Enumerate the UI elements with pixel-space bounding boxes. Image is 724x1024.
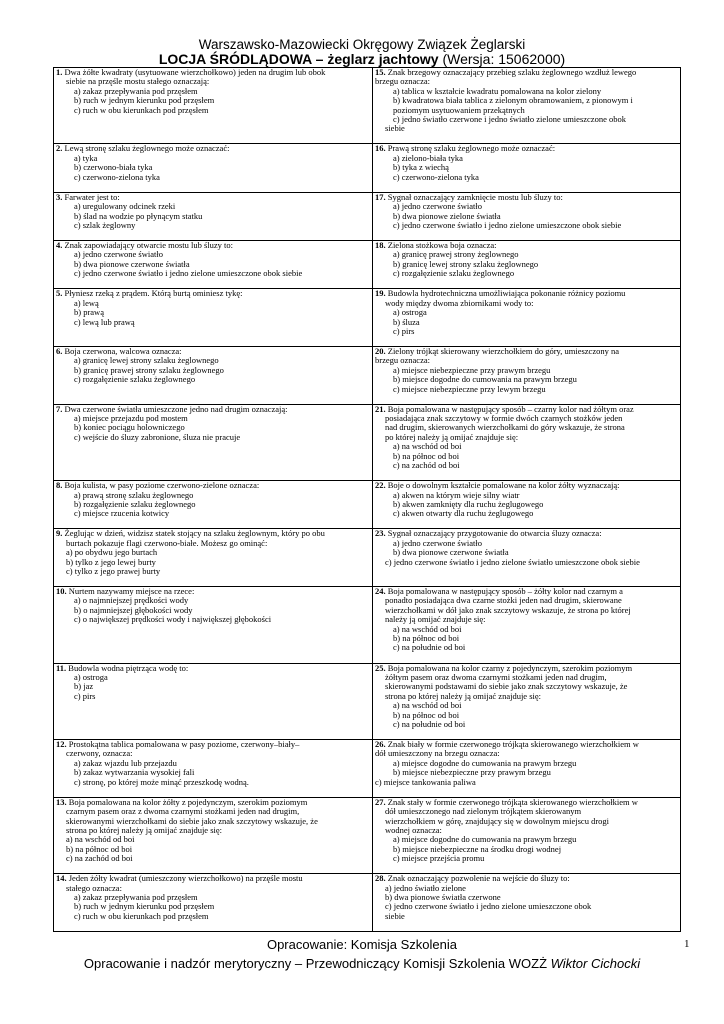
question-line: Boja pomalowana na kolor żółty z pojedynczym, szerokim poziomym [68, 797, 308, 807]
question-line: ponadto posiadająca dwa czarne stożki jeden nad drugim, skierowane [385, 595, 622, 606]
question-cell [373, 144, 681, 192]
answer-option: b) ruch w jednym kierunku pod przęsłem [74, 901, 215, 912]
question-number: 24. [375, 586, 386, 597]
question-cell [373, 346, 681, 404]
question-line: Prawą stronę szlaku żeglownego może oznaczać: [387, 143, 556, 154]
question-number: 28. [375, 873, 386, 884]
answer-option: a) miejsce przejazdu pod mostem [74, 413, 188, 424]
question-line: dół umieszczony na brzegu oznacza: [375, 748, 500, 759]
question-line: c) na zachód od boi [66, 853, 133, 864]
question-cell [373, 587, 681, 663]
answer-option: c) czerwono-zielona tyka [393, 171, 479, 182]
question-number: 26. [375, 739, 386, 750]
question-line: Boja czerwona, walcowa oznacza: [64, 346, 182, 356]
answer-option: b) zakaz wytwarzania wysokiej fali [74, 767, 195, 778]
question-line: Dwa żółte kwadraty (usytuowane wierzchołkowo) jeden na drugim lub obok [64, 67, 326, 77]
question-line: Boja pomalowana na kolor czarny z pojedynczym, szerokim poziomym [387, 663, 633, 673]
answer-option: a) zakaz przepływania pod przęsłem [74, 891, 198, 902]
question-line: żółtym pasem oraz dwoma czarnymi stożkami jeden nad drugim, [385, 671, 607, 682]
answer-option: c) rozgałęzienie szlaku żeglownego [74, 374, 196, 385]
question-cell [54, 346, 373, 404]
question-number: 23. [375, 528, 386, 539]
question-line: skierowanymi wierzchołkami do siebie jako znak szczytowy wskazuje, że [66, 815, 318, 826]
question-cell [54, 663, 373, 739]
table-row [54, 529, 681, 587]
question-line: wody między dwoma zbiornikami wody to: [385, 297, 534, 308]
question-line: Boja pomalowana w następujący sposób – żółty kolor nad czarnym a [387, 586, 623, 597]
question-line: a) na wschód od boi [66, 834, 135, 845]
question-line: Znak oznaczający pozwolenie na wejście do śluzy to: [387, 873, 570, 884]
footer-author-name: Wiktor Cichocki [550, 956, 641, 971]
question-cell [373, 192, 681, 240]
table-row [54, 346, 681, 404]
footer-supervision-text: Opracowanie i nadzór merytoryczny – Przewodniczący Komisji Szkolenia WOZŻ [83, 956, 551, 971]
question-number: 8. [56, 480, 63, 491]
question-number: 20. [375, 346, 386, 356]
question-text [56, 144, 370, 153]
answer-option: b) miejsce niebezpieczne na środku drogi wodnej [393, 843, 562, 854]
question-line: Płyniesz rzeką z prądem. Którą burtą ominiesz tykę: [64, 288, 243, 299]
table-row [54, 404, 681, 480]
question-number: 2. [56, 143, 63, 154]
question-line: b) na północ od boi [66, 843, 133, 854]
answer-option: b) prawą [74, 307, 104, 318]
question-line: siebie [385, 910, 405, 921]
answer-option: a) ostroga [393, 307, 427, 318]
question-line: posiadająca znak szczytowy w formie dwóch czarnych stożków jeden [385, 413, 623, 424]
question-line: Nurtem nazywamy miejsce na rzece: [68, 586, 195, 597]
question-cell [54, 404, 373, 480]
answer-option: c) na zachód od boi [393, 460, 460, 471]
question-line: dół umieszczonego nad zielonym trójkątem skierowanym [385, 806, 582, 817]
answer-option: b) koniec pociągu holowniczego [74, 422, 185, 433]
question-cell [54, 797, 373, 873]
question-number: 1. [56, 67, 63, 77]
question-number: 3. [56, 192, 63, 202]
table-row [54, 874, 681, 932]
question-line: stałego oznacza: [66, 882, 122, 893]
question-number: 21. [375, 404, 386, 414]
question-number: 17. [375, 192, 386, 202]
question-line: skierowanymi podstawami do siebie jako znak szczytowy wskazuje, że [385, 681, 628, 692]
question-cell [373, 663, 681, 739]
question-cell [373, 289, 681, 347]
question-number: 5. [56, 288, 63, 299]
question-line: wierzchołkami w dół jako znak szczytowy wskazuje, że strona po której [385, 604, 631, 615]
question-cell [373, 740, 681, 798]
question-number: 9. [56, 528, 63, 539]
answer-option: a) miejsce dogodne do cumowania na prawym brzegu [393, 757, 577, 768]
answer-option: b) na północ od boi [393, 709, 460, 720]
question-line: nad drugim, skierowanych wierzchołkami do góry wskazuje, że strona [385, 422, 625, 433]
question-line: c) miejsce tankowania paliwa [375, 776, 476, 787]
answer-option: a) miejsce dogodne do cumowania na prawym brzegu [393, 834, 577, 845]
answer-option: c) pirs [74, 690, 96, 701]
answer-option: a) miejsce niebezpieczne przy prawym brzegu [393, 364, 551, 375]
question-line: Prostokątna tablica pomalowana w pasy poziome, czerwony–biały– [68, 739, 300, 750]
answer-option: c) o największej prędkości wody i największej głębokości [74, 614, 272, 625]
question-cell [54, 529, 373, 587]
answer-option: b) o najmniejszej głębokości wody [74, 604, 193, 615]
answer-option: b) miejsce niebezpieczne przy prawym brzegu [393, 767, 551, 778]
answer-option: a) na wschód od boi [393, 441, 462, 452]
answer-option: b) śluza [393, 316, 420, 327]
question-line: b) tylko z jego lewej burty [66, 556, 156, 567]
table-row [54, 587, 681, 663]
question-line: Znak stały w formie czerwonego trójkąta skierowanego wierzchołkiem w [387, 797, 638, 807]
answer-option: c) ruch w obu kierunkach pod przęsłem [74, 910, 209, 921]
question-number: 10. [56, 586, 67, 597]
answer-option: poziomym usytuowaniem przekątnych [393, 104, 525, 115]
answer-option: c) miejsce rzucenia kotwicy [74, 508, 170, 519]
question-cell [54, 481, 373, 529]
question-cell [373, 874, 681, 932]
answer-option: b) granicę lewej strony szlaku żeglownego [393, 258, 539, 269]
question-line: należy ją omijać znajduje się: [385, 614, 486, 625]
answer-option: c) miejsce przejścia promu [393, 853, 485, 864]
question-line: brzegu oznacza: [375, 76, 430, 87]
question-cell [373, 241, 681, 289]
question-cell [373, 481, 681, 529]
question-line: strona po której należy ją omijać znajduje się: [385, 690, 542, 701]
answer-option: b) ślad na wodzie po płynącym statku [74, 210, 203, 221]
answer-option: a) na wschód od boi [393, 700, 462, 711]
answer-option: a) jedno czerwone światło [74, 249, 163, 260]
document-title [0, 51, 724, 68]
question-line: brzegu oznacza: [375, 355, 430, 366]
answer-option: c) jedno światło czerwone i jedno światło zielone umieszczone obok [393, 114, 626, 125]
question-number: 14. [56, 873, 67, 884]
answer-option: b) dwa pionowe czerwone światła [74, 258, 190, 269]
answer-option: b) tyka z wiechą [393, 162, 449, 173]
answer-option: b) dwa pionowe czerwone światła [393, 547, 509, 558]
question-line: Zielona stożkowa boja oznacza: [387, 240, 497, 251]
answer-option: a) akwen na którym wieje silny wiatr [393, 489, 520, 500]
question-line: Boja kulista, w pasy poziome czerwono-zielone oznacza: [64, 480, 260, 491]
question-cell [54, 289, 373, 347]
table-row [54, 289, 681, 347]
question-line: Boje o dowolnym kształcie pomalowane na kolor żółty wyznaczają: [387, 480, 620, 491]
question-line: czerwony, oznacza: [66, 748, 133, 759]
answer-option: a) o najmniejszej prędkości wody [74, 595, 189, 606]
question-cell [54, 587, 373, 663]
answer-option: c) pirs [393, 325, 415, 336]
table-row [54, 144, 681, 192]
question-number: 11. [56, 663, 67, 673]
question-line: c) jedno czerwone światło i jedno zielone umieszczone obok [385, 901, 592, 912]
table-row [54, 241, 681, 289]
answer-option: a) jedno czerwone światło [393, 537, 482, 548]
question-line: a) po obydwu jego burtach [66, 547, 158, 558]
question-line: b) dwa pionowe światła czerwone [385, 891, 501, 902]
question-cell [54, 68, 373, 144]
answer-option: c) lewą lub prawą [74, 316, 135, 327]
question-line: Farwater jest to: [64, 192, 120, 202]
table-row [54, 68, 681, 144]
answer-option: b) czerwono-biała tyka [74, 162, 153, 173]
answer-option: b) miejsce dogodne do cumowania na prawym brzegu [393, 374, 577, 385]
answer-option: c) akwen otwarty dla ruchu żeglugowego [393, 508, 534, 519]
answer-option: c) miejsce niebezpieczne przy lewym brzegu [393, 383, 546, 394]
answer-option: c) jedno czerwone światło i jedno zielone umieszczone obok siebie [393, 219, 622, 230]
answer-option: c) na południe od boi [393, 718, 466, 729]
question-cell [54, 874, 373, 932]
question-line: Żeglując w dzień, widzisz statek stojący na szlaku żeglownym, który po obu [64, 528, 325, 539]
answer-option: b) ruch w jednym kierunku pod przęsłem [74, 95, 215, 106]
question-number: 7. [56, 404, 63, 414]
answer-option: a) granicę prawej strony żeglownego [393, 249, 519, 260]
question-line: strona po której należy ją omijać znajduje się: [66, 824, 223, 835]
question-cell [54, 192, 373, 240]
answer-option: a) uregulowany odcinek rzeki [74, 201, 176, 212]
question-text [56, 289, 370, 298]
answer-option: b) rozgałęzienie szlaku żeglownego [74, 498, 196, 509]
answer-option: b) dwa pionowe zielone światła [393, 210, 501, 221]
question-line: Sygnał oznaczający zamknięcie mostu lub śluzy to: [387, 192, 563, 202]
table-row [54, 797, 681, 873]
question-number: 16. [375, 143, 386, 154]
question-line: siebie [385, 123, 405, 134]
question-cell [54, 144, 373, 192]
answer-option: b) granicę prawej strony szlaku żeglownego [74, 364, 224, 375]
page-number: 1 [684, 938, 690, 950]
question-number: 12. [56, 739, 67, 750]
answer-option: a) ostroga [74, 671, 108, 682]
answer-option: c) jedno czerwone światło i jedno zielone umieszczone obok siebie [74, 268, 303, 279]
question-line: Zielony trójkąt skierowany wierzchołkiem do góry, umieszczony na [387, 346, 619, 356]
question-line: Lewą stronę szlaku żeglownego może oznaczać: [64, 143, 230, 154]
question-cell [373, 404, 681, 480]
version-text: (Wersja: 15062000) [442, 51, 566, 67]
answer-option: c) na południe od boi [393, 642, 466, 653]
question-line: Znak biały w formie czerwonego trójkąta skierowanego wierzchołkiem w [387, 739, 639, 750]
table-row [54, 663, 681, 739]
question-number: 4. [56, 240, 63, 251]
question-line: Znak brzegowy oznaczający przebieg szlaku żeglownego wzdłuż lewego [387, 67, 637, 77]
answer-option: a) zakaz przepływania pod przęsłem [74, 85, 198, 96]
question-line: Sygnał oznaczający przygotowanie do otwarcia śluzy oznacza: [387, 528, 602, 539]
question-line: a) jedno światło zielone [385, 882, 466, 893]
footer-supervision [0, 956, 724, 972]
organization-name: Warszawsko-Mazowiecki Okręgowy Związek Żeglarski [198, 37, 526, 52]
answer-option: b) na północ od boi [393, 633, 460, 644]
question-cell [373, 68, 681, 144]
answer-option: a) zakaz wjazdu lub przejazdu [74, 757, 177, 768]
answer-option: c) rozgałęzienie szlaku żeglownego [393, 268, 515, 279]
question-line: c) tylko z jego prawej burty [66, 566, 161, 576]
question-number: 27. [375, 797, 386, 807]
question-number: 22. [375, 480, 386, 491]
answer-option: a) na wschód od boi [393, 623, 462, 634]
question-number: 6. [56, 346, 63, 356]
answer-option: a) prawą stronę szlaku żeglownego [74, 489, 194, 500]
question-cell [54, 740, 373, 798]
answer-option: c) czerwono-zielona tyka [74, 171, 160, 182]
table-row [54, 740, 681, 798]
question-number: 13. [56, 797, 67, 807]
footer-committee: Opracowanie: Komisja Szkolenia [266, 937, 458, 952]
answer-option: c) wejście do śluzy zabronione, śluza nie pracuje [74, 431, 241, 442]
question-number: 18. [375, 240, 386, 251]
question-line: siebie na przęśle mostu stałego oznaczają: [66, 76, 210, 87]
question-line: Znak zapowiadający otwarcie mostu lub śluzy to: [64, 240, 234, 251]
answer-option: c) stronę, po której może minąć przeszkodę wodną. [74, 776, 249, 787]
answer-option: a) granicę lewej strony szlaku żeglownego [74, 355, 219, 366]
answer-option: c) szlak żeglowny [74, 219, 136, 230]
question-number: 19. [375, 288, 386, 299]
answer-option: c) ruch w obu kierunkach pod przęsłem [74, 104, 209, 115]
question-cell [373, 797, 681, 873]
question-line: czarnym pasem oraz z dwoma czarnymi stożkami jeden nad drugim, [66, 806, 300, 817]
answer-option: a) lewą [74, 297, 99, 308]
question-line: po której należy ją omijać znajduje się: [385, 431, 519, 442]
question-number: 25. [375, 663, 386, 673]
answer-option: b) na północ od boi [393, 450, 460, 461]
question-line: Dwa czerwone światła umieszczone jedno nad drugim oznaczają: [64, 404, 288, 414]
question-cell [54, 241, 373, 289]
answer-option: b) akwen zamknięty dla ruchu żeglugowego [393, 498, 544, 509]
question-line: Budowla wodna piętrząca wodę to: [68, 663, 189, 673]
table-row [54, 481, 681, 529]
answer-option: a) jedno czerwone światło [393, 201, 482, 212]
question-line: burtach pokazuje flagi czerwono-białe. Możesz go ominąć: [66, 537, 268, 548]
question-line: c) jedno czerwone światło i jedno zielone światło umieszczone obok siebie [385, 556, 640, 567]
title-text: LOCJA ŚRÓDLĄDOWA – żeglarz jachtowy [158, 51, 439, 67]
question-line: wodnej oznacza: [385, 824, 442, 835]
question-line: wierzchołkiem w górę, znajdujący się w dowolnym miejscu drogi [385, 815, 610, 826]
answer-option: b) jaz [74, 681, 94, 692]
answer-option: a) zielono-biała tyka [393, 152, 463, 163]
question-cell [373, 529, 681, 587]
question-number: 15. [375, 67, 386, 77]
question-line: Budowla hydrotechniczna umożliwiająca pokonanie różnicy poziomu [387, 288, 626, 299]
question-line: Boja pomalowana w następujący sposób – czarny kolor nad żółtym oraz [387, 404, 634, 414]
answer-option: a) tablica w kształcie kwadratu pomalowana na kolor zielony [393, 85, 602, 96]
questions-table [53, 67, 681, 932]
answer-option: a) tyka [74, 152, 98, 163]
question-line: Jeden żółty kwadrat (umieszczony wierzchołkowo) na przęśle mostu [68, 873, 303, 884]
table-row [54, 192, 681, 240]
answer-option: b) kwadratowa biała tablica z zielonym obramowaniem, z pionowym i [393, 95, 633, 106]
